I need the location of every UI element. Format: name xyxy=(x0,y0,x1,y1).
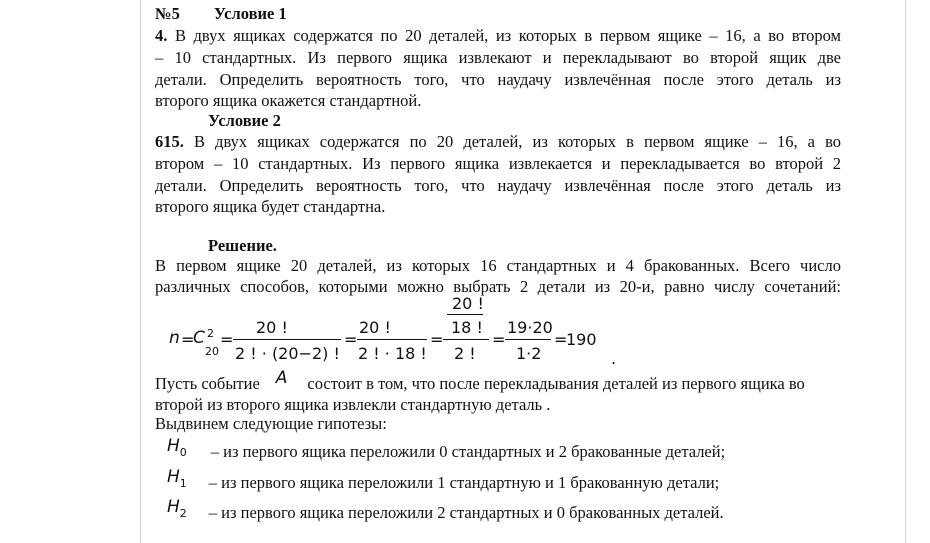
frac3-denominator: 2 ! xyxy=(454,344,476,363)
formula-eq-2: = xyxy=(220,330,234,349)
condition-1-title: Условие 1 xyxy=(213,4,287,23)
formula-eq-3: = xyxy=(344,330,358,349)
formula-eq-6: = xyxy=(554,330,568,349)
frac3-bar xyxy=(443,339,489,340)
hypothesis-0-text: – из первого ящика переложили 0 стандартных и 2 бракованные деталей; xyxy=(210,442,726,461)
formula-eq-4: = xyxy=(430,330,444,349)
hypothesis-1-sub: 1 xyxy=(179,477,187,490)
formula-C-sub: 20 xyxy=(205,345,219,358)
cond2-line-4: второго ящика будет стандартна. xyxy=(155,197,386,216)
frac3-inner-bar xyxy=(447,314,483,315)
page-margin-right xyxy=(905,0,930,543)
cond1-line-3: детали. Определить вероятность того, что наудачу извлечённая после этого деталь из xyxy=(155,70,841,89)
frac3-numerator-bottom: 18 ! xyxy=(451,318,483,337)
formula-eq-5: = xyxy=(492,330,506,349)
hypothesis-2-text: – из первого ящика переложили 2 стандартных и 0 бракованных деталей. xyxy=(208,503,724,522)
frac1-bar xyxy=(233,339,341,340)
formula-n: n xyxy=(169,328,180,348)
problem-number: №5 xyxy=(155,4,180,23)
formula-C: C xyxy=(193,328,205,348)
frac1-numerator: 20 ! xyxy=(256,318,288,337)
page-margin-left xyxy=(0,0,141,543)
frac2-bar xyxy=(357,339,427,340)
hypothesis-1-symbol: H xyxy=(167,467,180,487)
formula-C-sup: 2 xyxy=(207,327,214,340)
hypothesis-0 xyxy=(167,436,726,465)
frac4-denominator: 1·2 xyxy=(516,344,542,363)
hypothesis-2-symbol: H xyxy=(167,497,180,517)
cond1-line-1: 4. В двух ящиках содержатся по 20 деталей, из которых в первом ящике – 16, а во втором xyxy=(155,26,841,45)
formula-dot: . xyxy=(611,349,617,368)
hypothesis-2-sub: 2 xyxy=(179,507,187,520)
cond2-line-2: втором – 10 стандартных. Из первого ящика извлекается и перекладывается во второй 2 xyxy=(155,154,841,173)
event-line-2: второй из второго ящика извлекли стандартную деталь . xyxy=(155,395,551,414)
problem-header xyxy=(155,3,287,25)
hypothesis-2 xyxy=(167,497,724,526)
solution-title: Решение. xyxy=(208,236,277,255)
frac4-bar xyxy=(505,339,551,340)
cond1-line-4: второго ящика окажется стандартной. xyxy=(155,91,422,110)
hypothesis-0-symbol: H xyxy=(167,436,180,456)
frac2-denominator: 2 ! · 18 ! xyxy=(358,344,427,363)
hypothesis-1-text: – из первого ящика переложили 1 стандартную и 1 бракованную детали; xyxy=(208,473,720,492)
hypotheses-intro: Выдвинем следующие гипотезы: xyxy=(155,414,387,433)
solution-line-2: различных способов, которыми можно выбрать 2 детали из 20-и, равно числу сочетаний: xyxy=(155,277,841,296)
event-line-1: Пусть событие A состоит в том, что после перекладывания деталей из первого ящика во xyxy=(155,368,805,393)
frac2-numerator: 20 ! xyxy=(359,318,391,337)
hypothesis-1 xyxy=(167,467,720,496)
formula-eq-1: = xyxy=(181,330,195,349)
formula-result: 190 xyxy=(566,330,597,349)
frac1-denominator: 2 ! · (20−2) ! xyxy=(235,344,340,363)
solution-line-1: В первом ящике 20 деталей, из которых 16 стандартных и 4 бракованных. Всего число xyxy=(155,256,841,275)
event-symbol: A xyxy=(275,368,288,388)
cond2-line-1: 615. В двух ящиках содержатся по 20 деталей, из которых в первом ящике – 16, а во xyxy=(155,132,841,151)
hypothesis-0-sub: 0 xyxy=(179,446,187,459)
frac3-numerator-top: 20 ! xyxy=(452,294,484,313)
cond1-line-2: – 10 стандартных. Из первого ящика извлекают и перекладывают во второй ящик две xyxy=(155,48,841,67)
frac4-numerator: 19·20 xyxy=(507,318,553,337)
condition-2-title: Условие 2 xyxy=(208,111,281,130)
cond2-line-3: детали. Определить вероятность того, что наудачу извлечённая после этого деталь из xyxy=(155,176,841,195)
